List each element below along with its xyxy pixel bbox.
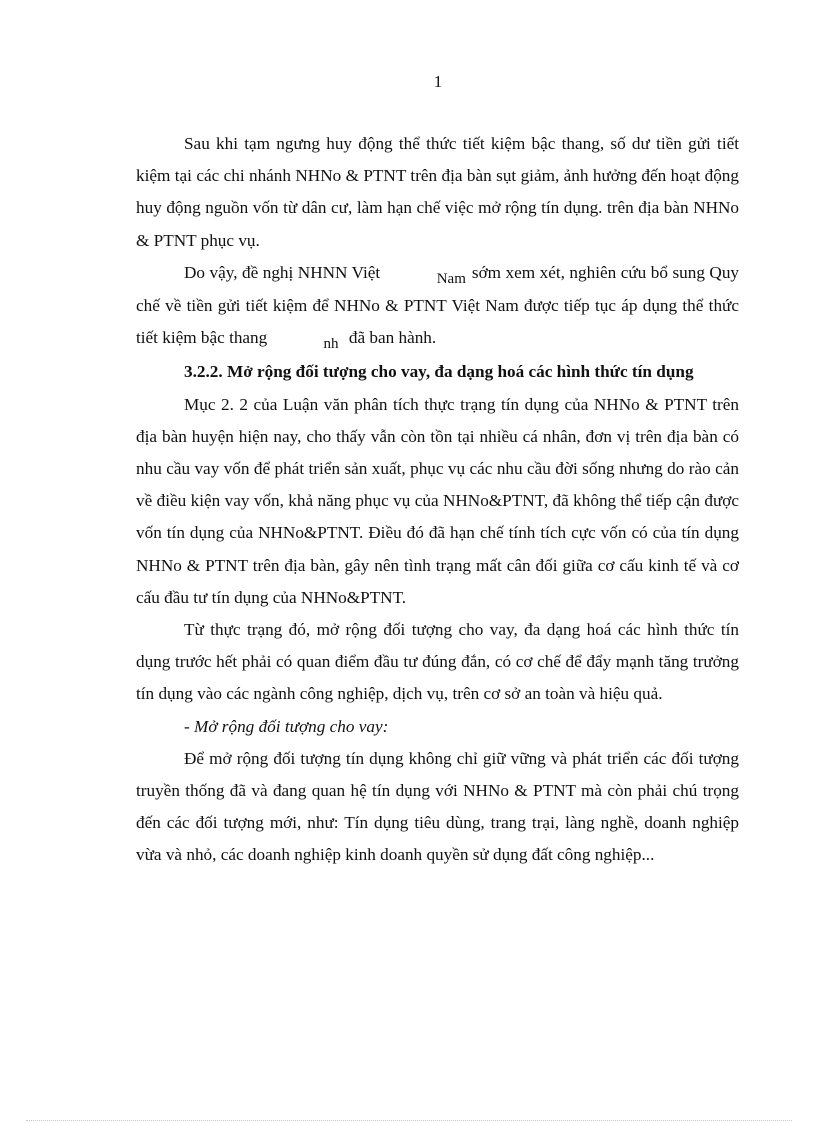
page-number: 1 [433, 72, 443, 91]
paragraph-recommendation [136, 257, 739, 356]
paragraph-savings-decline: Sau khi tạm ngưng huy động thể thức tiết kiệm bậc thang, số dư tiền gửi tiết kiệm tại các chi nhánh NHNo & PTNT trên địa bàn sụt giảm, ảnh hưởng đến hoạt động huy động nguồn vốn từ dân cư, làm hạn chế việc mở rộng tín dụng. trên địa bàn NHNo & PTNT phục vụ. [136, 134, 739, 250]
paragraph-credit-strategy: Từ thực trạng đó, mở rộng đối tượng cho vay, đa dạng hoá các hình thức tín dụng trước hết phải có quan điểm đầu tư đúng đắn, có cơ chế để đẩy mạnh tăng trưởng tín dụng vào các ngành công nghiệp, dịch vụ, trên cơ sở an toàn và hiệu quả. [136, 620, 739, 704]
recommendation-text-middle: sớm xem xét, nghiên cứu bổ sung Quy chế về tiền gửi tiết kiệm để NHNo & PTNT Việt Nam được tiếp tục áp dụng thể thức tiết kiệm bậc thang [136, 262, 740, 348]
subheading-expand-borrowers: - Mở rộng đối tượng cho vay: [184, 716, 389, 736]
section-heading: 3.2.2. Mở rộng đối tượng cho vay, đa dạng hoá các hình thức tín dụng [184, 362, 694, 382]
recommendation-text-end: đã ban hành. [348, 328, 437, 348]
page-bottom-divider [26, 1120, 792, 1121]
recommendation-text-start: Do vậy, đề nghị NHNN Việt [184, 262, 381, 282]
text-fragment-nh: nh [323, 336, 339, 353]
paragraph-new-borrowers: Để mở rộng đối tượng tín dụng không chỉ giữ vững và phát triển các đối tượng truyền thống đã và đang quan hệ tín dụng với NHNo & PTNT mà còn phải chú trọng đến các đối tượng mới, như: Tín dụng tiêu dùng, trang trại, làng nghề, doanh nghiệp vừa và nhỏ, các doanh nghiệp kinh doanh quyền sử dụng đất công nghiệp... [136, 748, 739, 865]
document-body [136, 128, 739, 872]
text-fragment-nam: Nam [436, 270, 466, 287]
paragraph-credit-analysis: Mục 2. 2 của Luận văn phân tích thực trạng tín dụng của NHNo & PTNT trên địa bàn huyện hiện nay, cho thấy vẫn còn tồn tại nhiều cá nhân, đơn vị trên địa bàn có nhu cầu vay vốn để phát triển sản xuất, phục vụ các nhu cầu đời sống nhưng do rào cản về điều kiện vay vốn, khả năng phục vụ của NHNo&PTNT, đã không thể tiếp cận được vốn tín dụng của NHNo&PTNT. Điều đó đã hạn chế tính tích cực vốn có của tín dụng NHNo & PTNT trên địa bàn, gây nên tình trạng mất cân đối giữa cơ cấu kinh tế và cơ cấu đầu tư tín dụng của NHNo&PTNT. [136, 394, 739, 607]
